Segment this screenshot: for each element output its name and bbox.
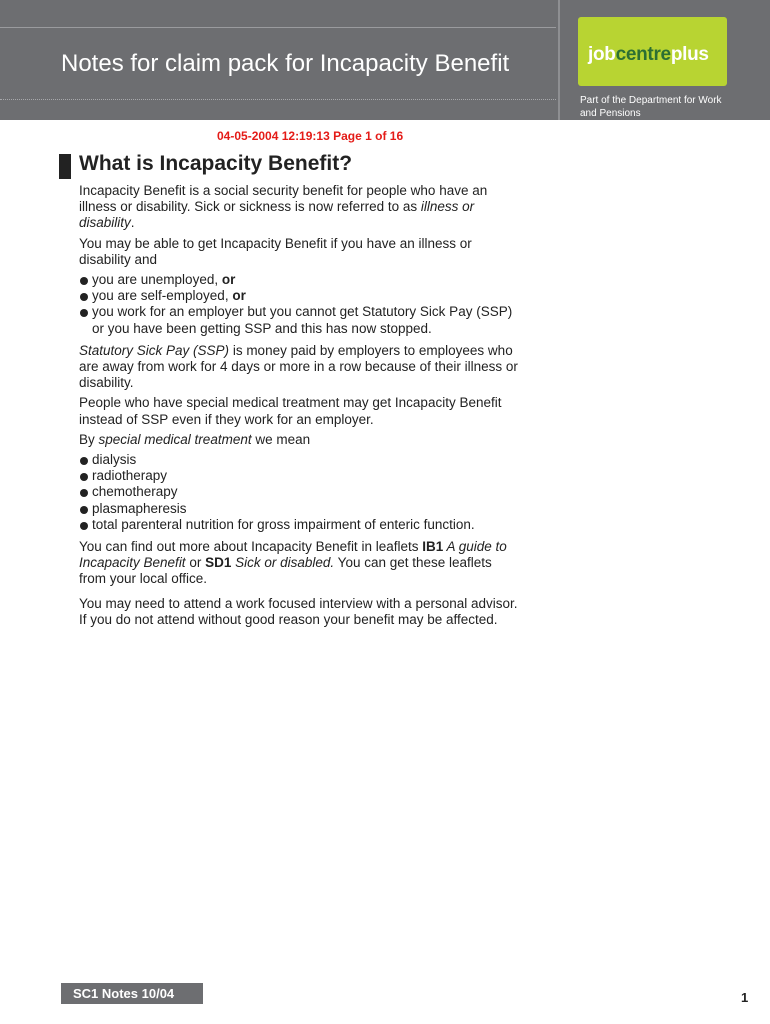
print-stamp: 04-05-2004 12:19:13 Page 1 of 16 [217, 129, 404, 143]
header-bottom-rule [0, 99, 556, 100]
paragraph-ssp: Statutory Sick Pay (SSP) is money paid by employers to employees who are away from work for 4 days or more in a row because of their illness or disability. [79, 342, 518, 391]
logo-part-centre: centre [615, 43, 671, 65]
paragraph-we-mean: By special medical treatment we mean [79, 431, 311, 447]
page-number: 1 [741, 990, 749, 1005]
list-item: dialysis [79, 452, 519, 468]
list-item: total parenteral nutrition for gross impairment of enteric function. [79, 517, 519, 533]
body-text [79, 183, 519, 632]
form-reference-tag: SC1 Notes 10/04 [61, 983, 203, 1004]
logo-text [588, 44, 709, 66]
paragraph-eligibility: You may be able to get Incapacity Benefit if you have an illness or disability and [79, 235, 472, 267]
logo-part-job: job [588, 43, 616, 65]
logo-part-plus: plus [670, 43, 709, 65]
treatment-list [79, 452, 519, 533]
list-item: plasmapheresis [79, 501, 519, 517]
paragraph-interview: You may need to attend a work focused interview with a personal advisor. If you do not attend without good reason your benefit may be affected. [79, 595, 518, 627]
department-note: Part of the Department for Work and Pensions [580, 95, 722, 119]
list-item: you work for an employer but you cannot get Statutory Sick Pay (SSP) or you have been getting SSP and this has now stopped. [79, 304, 519, 336]
header-top-rule [0, 27, 556, 28]
section-heading: What is Incapacity Benefit? [79, 152, 353, 175]
paragraph-special-treatment: People who have special medical treatment may get Incapacity Benefit instead of SSP even if they work for an employer. [79, 395, 502, 427]
list-item: radiotherapy [79, 468, 519, 484]
list-item: chemotherapy [79, 484, 519, 500]
list-item: you are unemployed, or [79, 272, 519, 288]
paragraph-leaflets: You can find out more about Incapacity Benefit in leaflets IB1 A guide to Incapacity Benefit or SD1 Sick or disabled. You can get these leaflets from your local office. [79, 539, 507, 587]
header-divider [558, 0, 560, 120]
page-title: Notes for claim pack for Incapacity Benefit [61, 50, 510, 77]
header-band [0, 0, 770, 120]
heading-marker [59, 154, 71, 179]
eligibility-list [79, 272, 519, 337]
list-item: you are self-employed, or [79, 288, 519, 304]
paragraph-intro: Incapacity Benefit is a social security benefit for people who have an illness or disability. Sick or sickness is now referred to as illness or disability. [79, 183, 488, 231]
jobcentreplus-logo [578, 17, 727, 86]
